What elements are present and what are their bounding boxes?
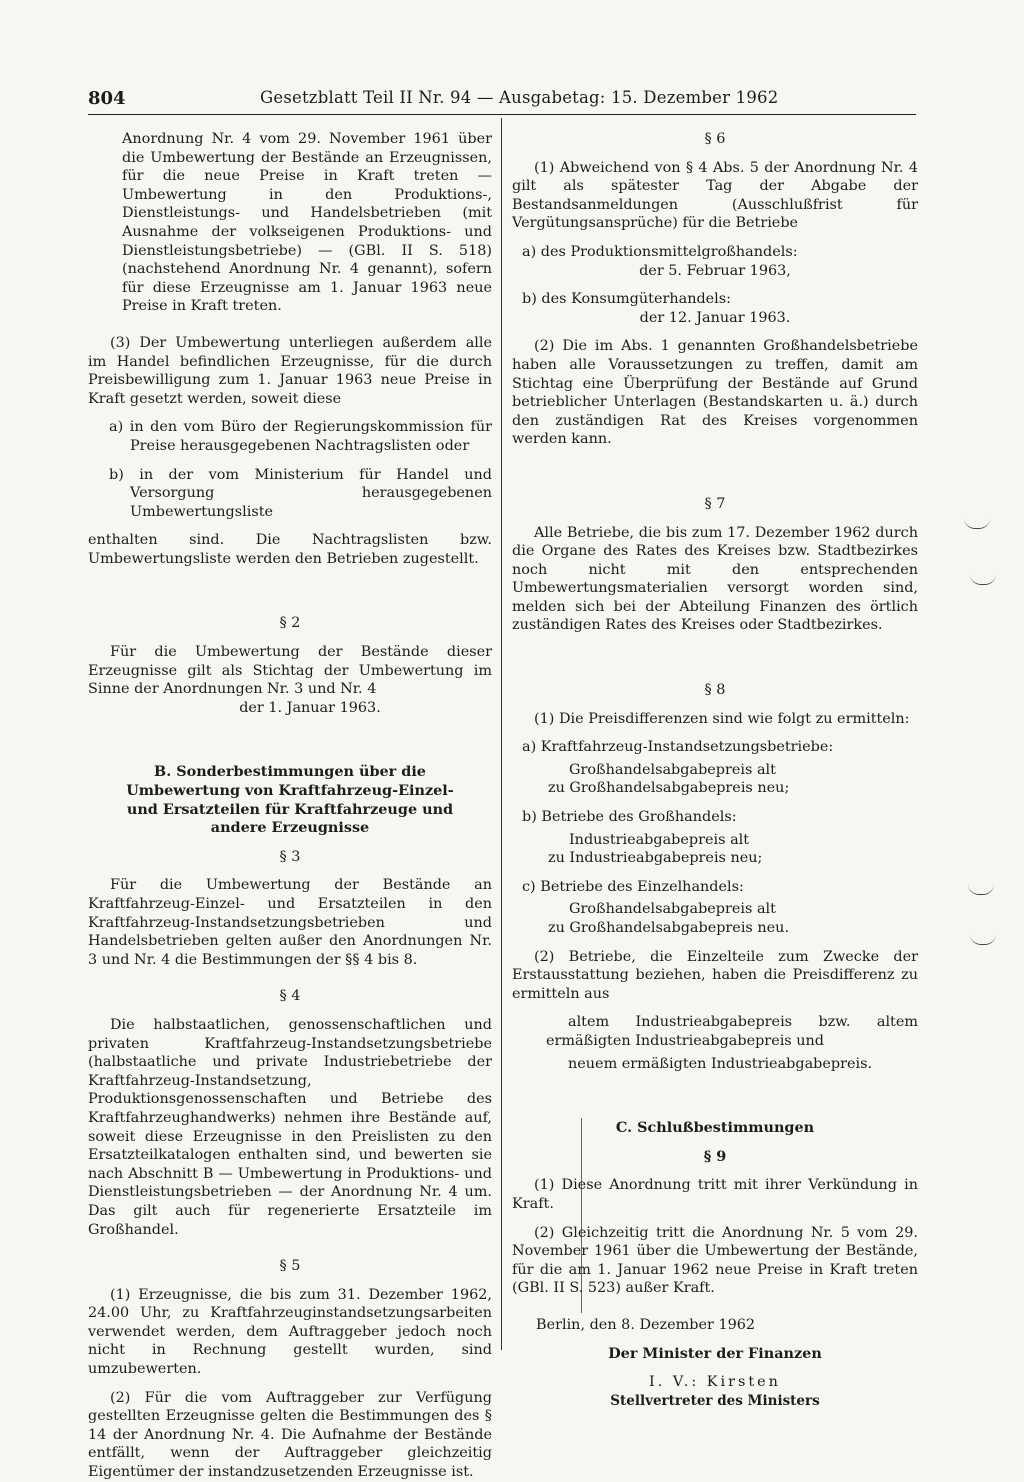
list-item-a: a) in den vom Büro der Regierungskommission für Preise herausgegebenen Nachtragslisten oder [109,419,492,454]
section-2-date: der 1. Januar 1963. [239,699,381,716]
part-b-heading: B. Sonderbestimmungen über die Umbewertung von Kraftfahrzeug-Einzel- und Ersatzteilen für Kraftfahrzeuge und andere Erzeugnisse [126,763,454,837]
section-6-para-1: (1) Abweichend von § 4 Abs. 5 der Anordnung Nr. 4 gilt als spätester Tag der Abgabe der Bestandsanmeldungen (Ausschlußfrist für Vergütungsansprüche) für die Betriebe [512,159,918,232]
margin-mark [970,574,996,585]
section-6-item-b-date: der 12. Januar 1963. [639,309,791,326]
signer-name: I. V.: Kirsten [649,1374,781,1391]
right-column [512,130,918,1410]
section-3-text: Für die Umbewertung der Bestände an Kraftfahrzeug-Einzel- und Ersatzteilen in den Kraftfahrzeug-Instandsetzungsbetrieben und Handelsbetrieben gelten außer den Anordnungen Nr. 3 und Nr. 4 die Bestimmungen der §§ 4 bis 8. [88,877,492,968]
margin-mark [970,934,996,945]
section-6-para-2: (2) Die im Abs. 1 genannten Großhandelsbetriebe haben alle Voraussetzungen zu treffen, damit am Stichtag eine Überprüfung der Bestände auf Grund betrieblicher Unterlagen (Bestandskarten u. ä.) durch den zuständigen Rat des Kreises vorgenommen werden kann. [512,338,918,448]
margin-mark [968,884,994,895]
gazette-title: Gesetzblatt Teil II Nr. 94 — Ausgabetag: 15. Dezember 1962 [260,88,779,107]
formula-b-line-1: Industrieabgabepreis alt [569,831,750,848]
section-9-para-2: (2) Gleichzeitig tritt die Anordnung Nr. 5 vom 29. November 1961 über die Umbewertung der Bestände, für die am 1. Januar 1962 neue Preise in Kraft treten (GBl. II S. 523) außer Kraft. [512,1224,918,1297]
section-8-item-a: a) Kraftfahrzeug-Instandsetzungsbetriebe: [522,739,834,756]
column-divider [501,118,502,1350]
section-2-text: Für die Umbewertung der Bestände dieser Erzeugnisse gilt als Stichtag der Umbewertung im Sinne der Anordnungen Nr. 3 und Nr. 4 [88,644,492,698]
section-6-item-a: a) des Produktionsmittelgroßhandels: [522,243,798,260]
section-3-heading: § 3 [279,848,301,865]
section-8-heading: § 8 [704,682,726,699]
left-column [88,130,492,1482]
margin-mark [964,518,990,529]
signer-title: Der Minister der Finanzen [608,1344,822,1362]
section-9-heading: § 9 [703,1147,727,1165]
section-7-text: Alle Betriebe, die bis zum 17. Dezember 1962 durch die Organe des Rates des Kreises bzw. Stadtbezirkes noch nicht mit den entsprechenden Umbewertungsmaterialien versorgt worden sind, melden sich bei der Abteilung Finanzen des örtlich zuständigen Rates des Kreises oder Stadtbezirkes. [512,524,918,634]
section-7-heading: § 7 [704,495,726,512]
signer-role: Stellvertreter des Ministers [610,1392,820,1409]
formula-a-line-1: Großhandelsabgabepreis alt [569,761,776,778]
section-6-item-b: b) des Konsumgüterhandels: [522,291,732,308]
section-5-para-2: (2) Für die vom Auftraggeber zur Verfügung gestellten Erzeugnisse gelten die Bestimmungen des § 14 der Anordnung Nr. 4. Die Aufnahme der Bestände entfällt, wenn der Auftraggeber gleichzeitig Eigentümer der instandzusetzenden Erzeugnisse ist. [88,1389,492,1481]
page-header [88,88,916,115]
list-item-b: b) in der vom Ministerium für Handel und Versorgung herausgegebenen Umbewertungsliste [109,466,492,520]
section-5-para-1: (1) Erzeugnisse, die bis zum 31. Dezember 1962, 24.00 Uhr, zu Kraftfahrzeuginstandsetzungsarbeiten verwendet werden, dem Auftraggeber jedoch noch nicht in Rechnung gestellt wurden, sind umzubewerten. [88,1286,492,1378]
section-8-para-2-line-b: neuem ermäßigten Industrieabgabepreis. [568,1055,873,1072]
formula-c-line-2: zu Großhandelsabgabepreis neu. [548,920,790,936]
paragraph-3: (3) Der Umbewertung unterliegen außerdem alle im Handel befindlichen Erzeugnisse, für die durch Preisbewilligung zum 1. Januar 1963 neue Preise in Kraft gesetzt werden, soweit diese [88,334,492,407]
section-5-heading: § 5 [279,1258,301,1275]
section-6-heading: § 6 [704,131,726,147]
formula-b-line-2: zu Industrieabgabepreis neu; [548,850,763,867]
place-and-date: Berlin, den 8. Dezember 1962 [536,1316,756,1333]
section-8-para-2-line-a: altem Industrieabgabepreis bzw. altem ermäßigten Industrieabgabepreis und [546,1014,918,1049]
section-8-para-2: (2) Betriebe, die Einzelteile zum Zwecke der Erstausstattung beziehen, haben die Preisdifferenz zu ermitteln aus [512,948,918,1002]
section-4-text: Die halbstaatlichen, genossenschaftlichen und privaten Kraftfahrzeug-Instandsetzungsbetriebe (halbstaatliche und private Industriebetriebe der Kraftfahrzeug-Instandsetzung, Produktionsgenossenschaften und Betriebe des Kraftfahrzeughandwerks) nehmen ihre Bestände auf, soweit diese Erzeugnisse in den Preislisten zu den Ersatzteilkatalogen enthalten sind, und bewerten sie nach Abschnitt B — Umbewertung in Produktions- und Dienstleistungsbetrieben — der Anordnung Nr. 4 um. Das gilt auch für regenerierte Ersatzteile im Großhandel. [88,1016,492,1238]
part-c-heading: C. Schlußbestimmungen [615,1119,815,1137]
page-number: 804 [88,88,126,109]
formula-c-line-1: Großhandelsabgabepreis alt [569,901,776,918]
section-8-para-1: (1) Die Preisdifferenzen sind wie folgt zu ermitteln: [534,710,910,727]
section-9-para-1: (1) Diese Anordnung tritt mit ihrer Verkündung in Kraft. [512,1177,918,1212]
section-6-item-a-date: der 5. Februar 1963, [639,262,791,279]
section-8-item-b: b) Betriebe des Großhandels: [522,809,737,826]
formula-a-line-2: zu Großhandelsabgabepreis neu; [548,780,790,797]
section-2-heading: § 2 [279,615,301,632]
paragraph-continuation: Anordnung Nr. 4 vom 29. November 1961 über die Umbewertung der Bestände an Erzeugnissen, für die neue Preise in Kraft treten — Umbewertung in den Produktions-, Dienstleistungs- und Handelsbetrieben (mit Ausnahme der volkseigenen Produktions- und Dienstleistungsbetriebe) — (GBl. II S. 518) (nachstehend Anordnung Nr. 4 genannt), sofern für diese Erzeugnisse am 1. Januar 1963 neue Preise in Kraft treten. [122,131,492,315]
paragraph-3-end: enthalten sind. Die Nachtragslisten bzw. Umbewertungsliste werden den Betrieben zugestellt. [88,532,492,567]
section-8-item-c: c) Betriebe des Einzelhandels: [522,878,744,895]
section-4-heading: § 4 [279,988,301,1005]
